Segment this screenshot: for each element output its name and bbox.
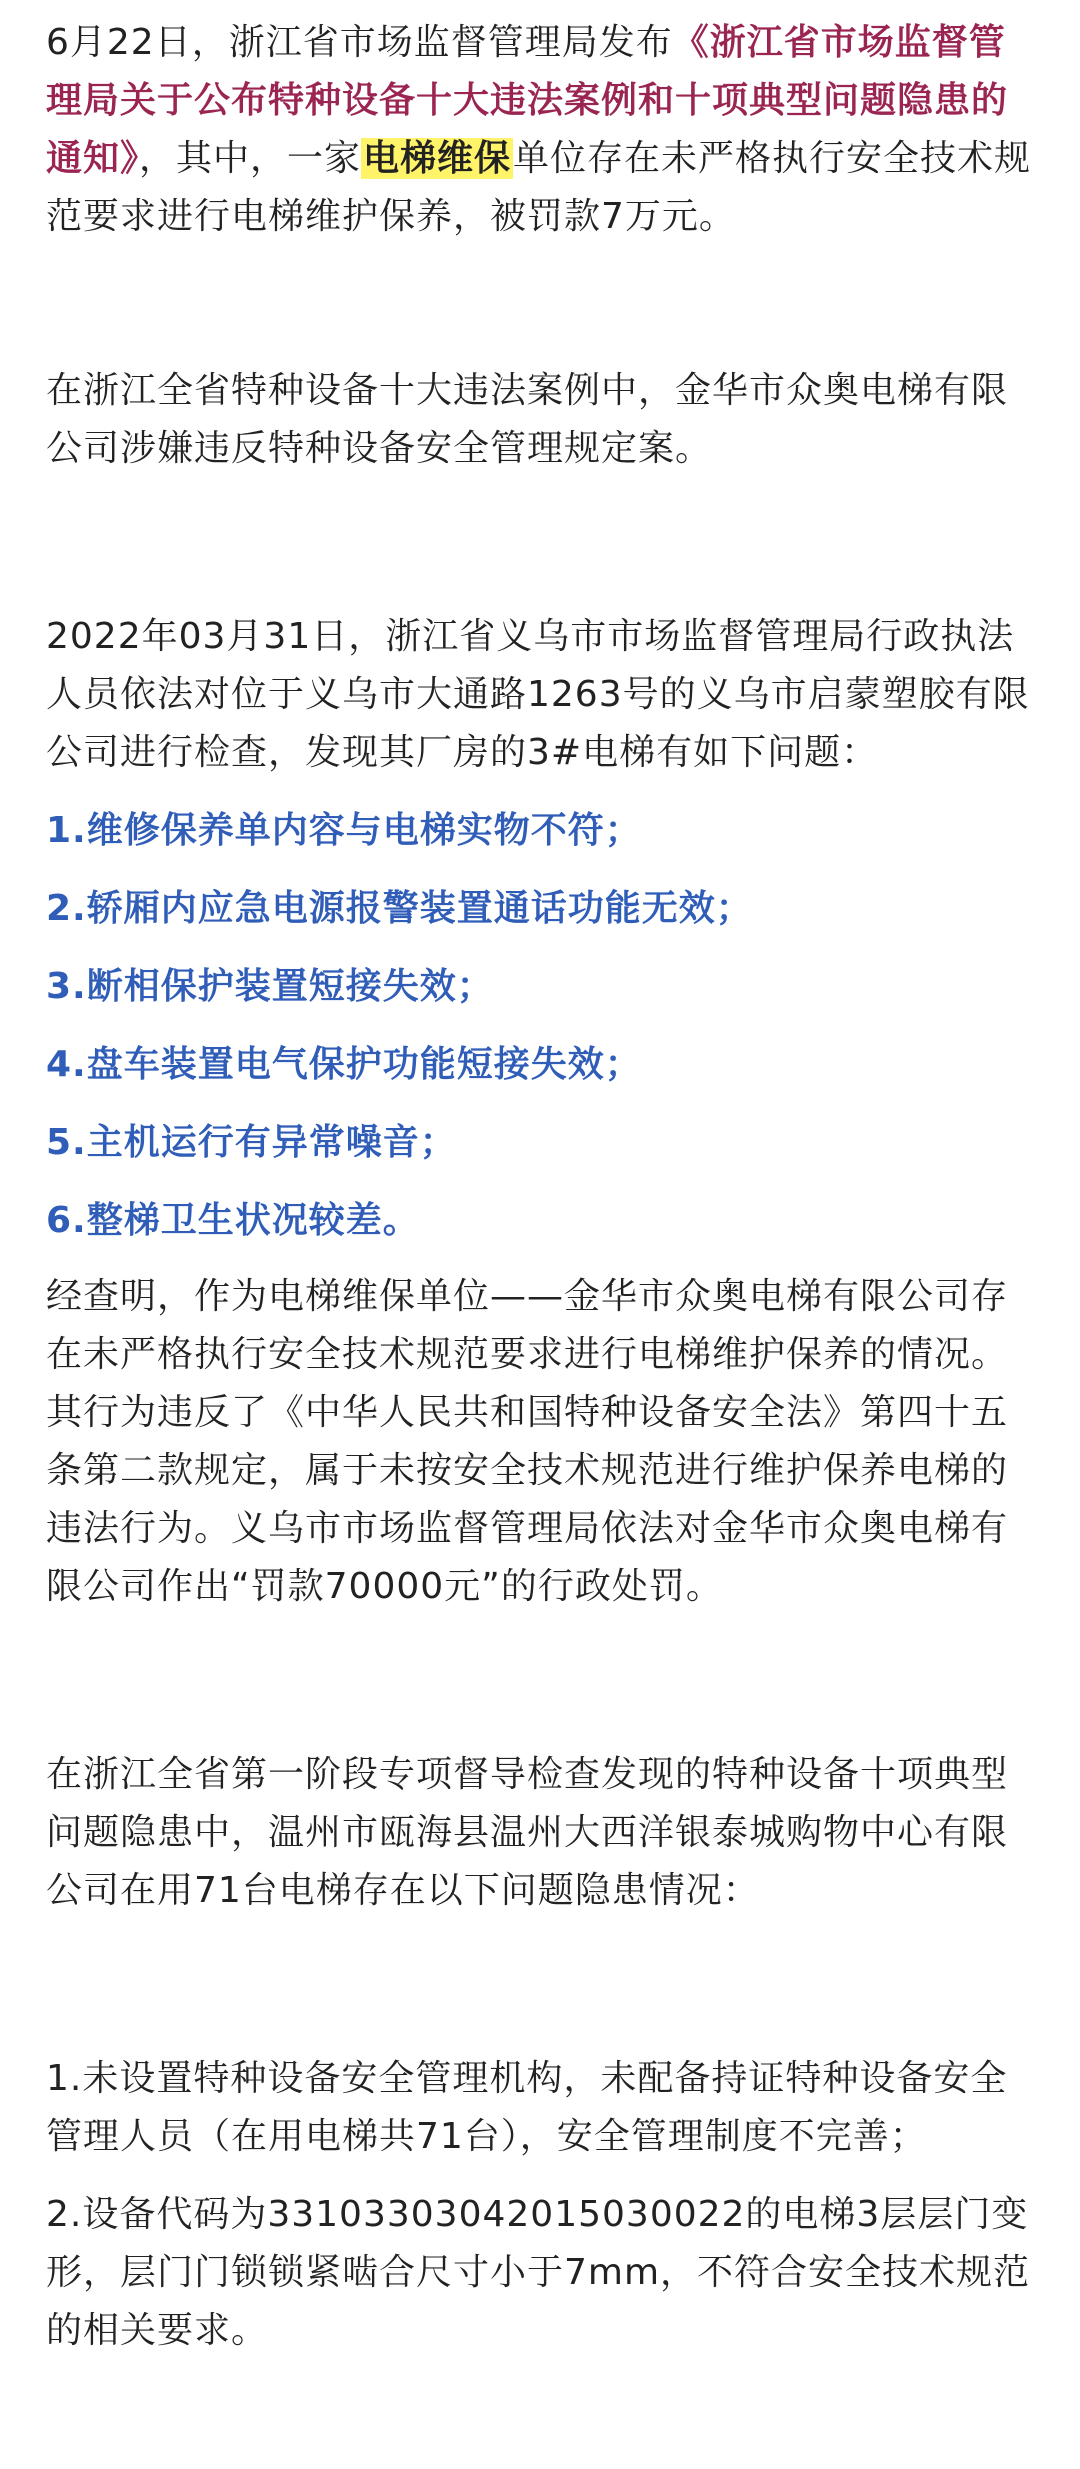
issue-item: 6.整梯卫生状况较差。 [46,1200,420,1241]
issue-item: 5.主机运行有异常噪音； [46,1122,457,1163]
issue-item: 2.轿厢内应急电源报警装置通话功能无效； [46,888,753,929]
issue-item: 1.维修保养单内容与电梯实物不符； [46,810,642,851]
intro-paragraph [46,14,1034,246]
hazard-item-2: 2.设备代码为33103303042015030022的电梯3层层门变形，层门门锁锁紧啮合尺寸小于7mm，不符合安全技术规范的相关要求。 [46,2194,1031,2351]
case-intro-paragraph: 在浙江全省特种设备十大违法案例中，金华市众奥电梯有限公司涉嫌违反特种设备安全管理规定案。 [46,370,1009,469]
inspection-paragraph: 2022年03月31日，浙江省义乌市市场监督管理局行政执法人员依法对位于义乌市大通路1263号的义乌市启蒙塑胶有限公司进行检查，发现其厂房的3#电梯有如下问题： [46,616,1030,773]
notice-title-link[interactable]: 《浙江省市场监督管理局关于公布特种设备十大违法案例和十项典型问题隐患的通知》 [46,22,1009,179]
intro-text-start: 6月22日，浙江省市场监督管理局发布 [46,22,673,63]
intro-text-end: 单位存在未严格执行安全技术规范要求进行电梯维护保养，被罚款7万元。 [46,138,1032,237]
intro-text-mid: ，其中，一家 [139,138,362,179]
hazard-intro-paragraph: 在浙江全省第一阶段专项督导检查发现的特种设备十项典型问题隐患中，温州市瓯海县温州大西洋银泰城购物中心有限公司在用71台电梯存在以下问题隐患情况： [46,1754,1009,1911]
issue-item: 3.断相保护装置短接失效； [46,966,494,1007]
investigation-paragraph: 经查明，作为电梯维保单位——金华市众奥电梯有限公司存在未严格执行安全技术规范要求进行电梯维护保养的情况。其行为违反了《中华人民共和国特种设备安全法》第四十五条第二款规定，属于未按安全技术规范进行维护保养电梯的违法行为。义乌市市场监督管理局依法对金华市众奥电梯有限公司作出“罚款70000元”的行政处罚。 [46,1276,1009,1607]
issue-list [46,802,1034,1250]
hazard-item-1: 1.未设置特种设备安全管理机构，未配备持证特种设备安全管理人员（在用电梯共71台），安全管理制度不完善； [46,2058,1008,2157]
issue-item: 4.盘车装置电气保护功能短接失效； [46,1044,642,1085]
highlighted-keyword[interactable]: 电梯维保 [363,138,512,179]
